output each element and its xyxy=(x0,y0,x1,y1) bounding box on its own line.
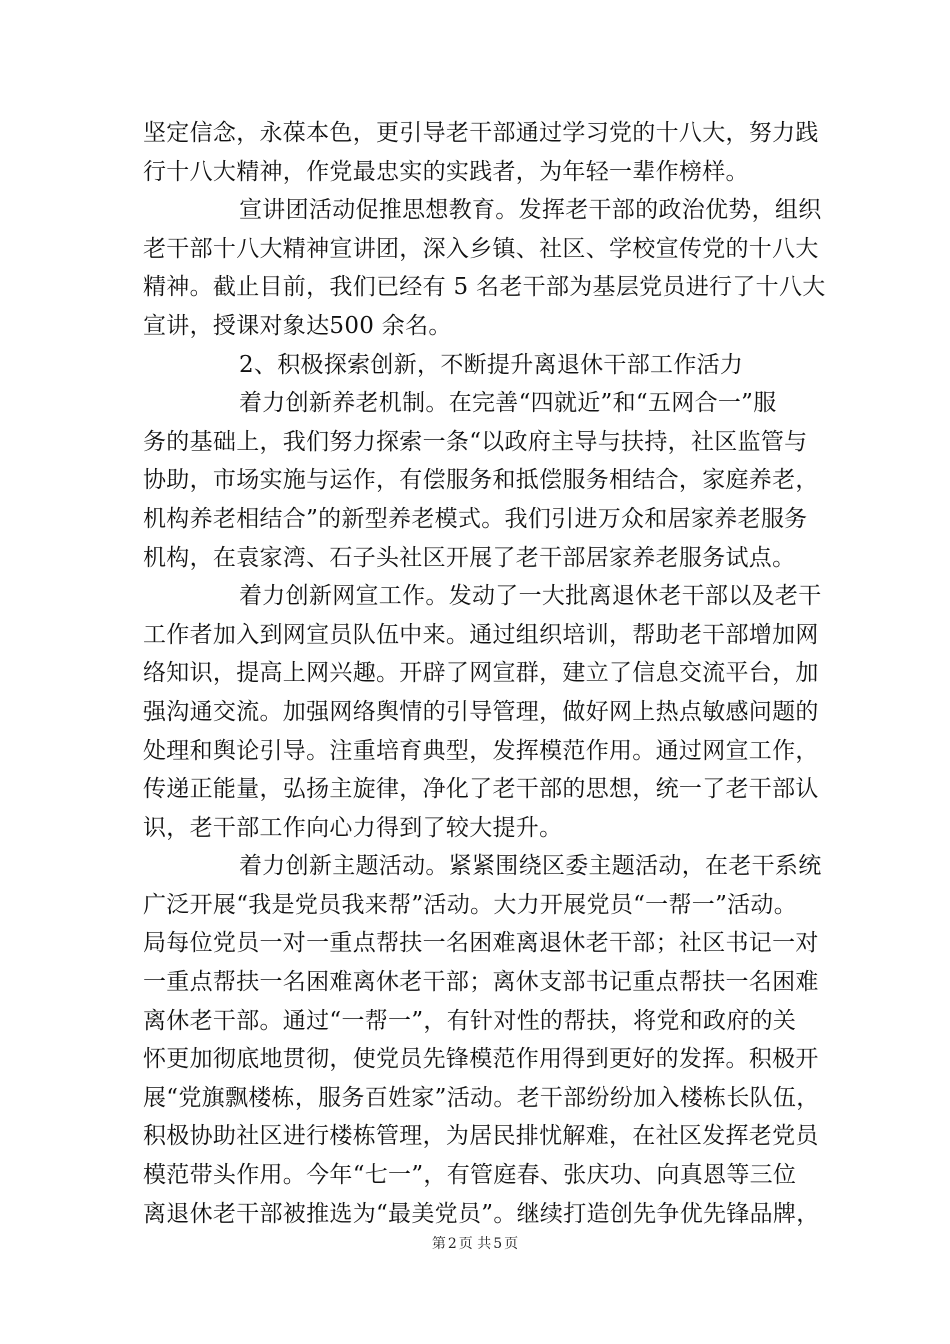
total-pages-number: 5 xyxy=(493,1236,503,1252)
text-line: 老干部十八大精神宣讲团，深入乡镇、社区、学校宣传党的十八大 xyxy=(143,235,819,262)
current-page-number: 2 xyxy=(447,1236,457,1252)
text-line: 一重点帮扶一名困难离休老干部；离休支部书记重点帮扶一名困难 xyxy=(143,969,819,996)
footer-suffix: 页 xyxy=(504,1236,519,1252)
text-line: 积极协助社区进行楼栋管理，为居民排忧解难，在社区发挥老党员 xyxy=(143,1123,819,1150)
text-line: 机构，在袁家湾、石子头社区开展了老干部居家养老服务试点。 xyxy=(143,544,796,571)
text-line: 展“党旗飘楼栋，服务百姓家”活动。老干部纷纷加入楼栋长队伍， xyxy=(143,1084,820,1111)
paragraph-start-line: 着力创新主题活动。紧紧围绕区委主题活动，在老干系统 xyxy=(239,853,822,880)
text-line: 行十八大精神，作党最忠实的实践者，为年轻一辈作榜样。 xyxy=(143,158,749,185)
paragraph-start-line: 着力创新网宣工作。发动了一大批离退休老干部以及老干 xyxy=(239,583,822,610)
paragraph-start-line: 宣讲团活动促推思想教育。发挥老干部的政治优势，组织 xyxy=(239,197,822,224)
text-line: 务的基础上，我们努力探索一条“以政府主导与扶持，社区监管与 xyxy=(143,428,808,455)
page-footer xyxy=(0,1233,950,1253)
text-line: 离退休老干部被推选为“最美党员”。继续打造创先争优先锋品牌， xyxy=(143,1200,820,1227)
text-line: 宣讲，授课对象达500 余名。 xyxy=(143,312,452,339)
section-heading: 2、积极探索创新，不断提升离退休干部工作活力 xyxy=(239,351,744,378)
text-line: 强沟通交流。加强网络舆情的引导管理，做好网上热点敏感问题的 xyxy=(143,698,819,725)
text-line: 模范带头作用。今年“七一”，有管庭春、张庆功、向真恩等三位 xyxy=(143,1162,797,1189)
footer-prefix: 第 xyxy=(431,1236,446,1252)
text-line: 机构养老相结合”的新型养老模式。我们引进万众和居家养老服务 xyxy=(143,505,808,532)
text-line: 离休老干部。通过“一帮一”，有针对性的帮扶，将党和政府的关 xyxy=(143,1007,797,1034)
text-line: 坚定信念，永葆本色，更引导老干部通过学习党的十八大，努力践 xyxy=(143,120,819,146)
text-line: 识，老干部工作向心力得到了较大提升。 xyxy=(143,814,563,841)
text-line: 处理和舆论引导。注重培育典型，发挥模范作用。通过网宣工作， xyxy=(143,737,819,764)
text-line: 精神。截止目前，我们已经有 5 名老干部为基层党员进行了十八大 xyxy=(143,274,826,301)
text-line: 传递正能量，弘扬主旋律，净化了老干部的思想，统一了老干部认 xyxy=(143,776,819,803)
body-text xyxy=(143,114,826,1233)
text-line: 广泛开展“我是党员我来帮”活动。大力开展党员“一帮一”活动。 xyxy=(143,891,798,918)
text-line: 协助，市场实施与运作，有偿服务和抵偿服务相结合，家庭养老， xyxy=(143,467,819,494)
paragraph-start-line: 着力创新养老机制。在完善“四就近”和“五网合一”服 xyxy=(239,390,777,417)
text-line: 工作者加入到网宣员队伍中来。通过组织培训，帮助老干部增加网 xyxy=(143,621,819,648)
footer-middle: 页 共 xyxy=(458,1236,492,1252)
text-line: 怀更加彻底地贯彻，使党员先锋模范作用得到更好的发挥。积极开 xyxy=(143,1046,819,1073)
text-line: 局每位党员一对一重点帮扶一名困难离退休老干部；社区书记一对 xyxy=(143,930,819,957)
text-line: 络知识，提高上网兴趣。开辟了网宣群，建立了信息交流平台，加 xyxy=(143,660,819,687)
